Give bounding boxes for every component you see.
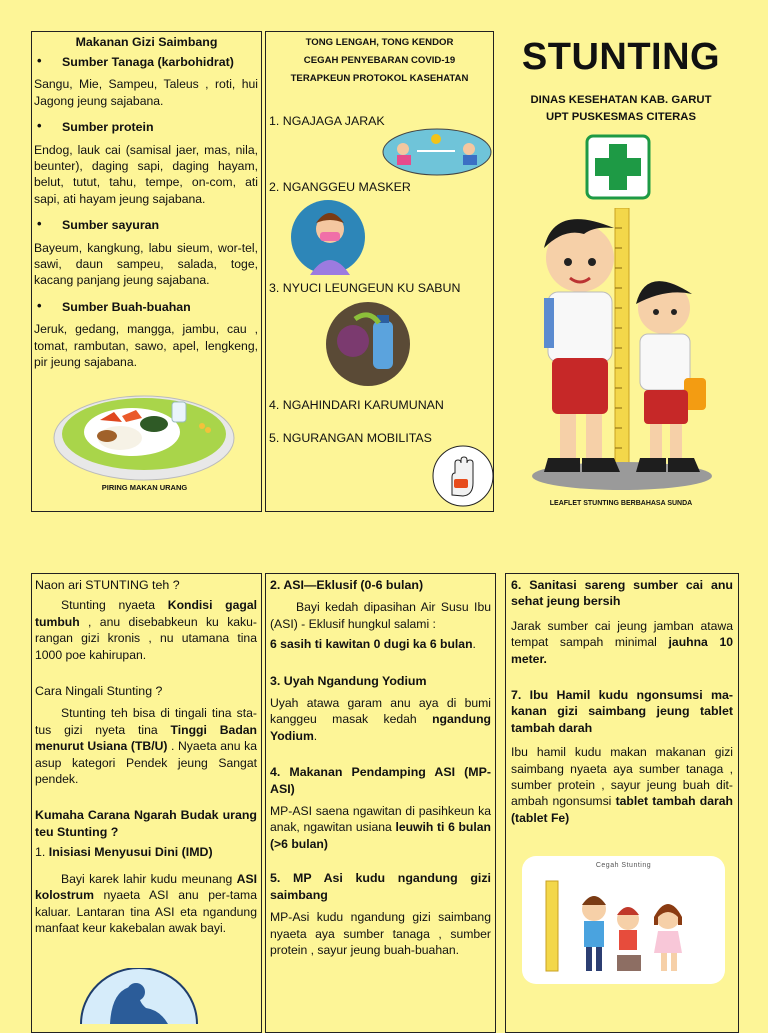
q-cara-ningali: Cara Ningali Stunting ?: [35, 684, 163, 699]
gizi-title: Makanan Gizi Saimbang: [75, 35, 218, 49]
imd-heading: 1. Inisiasi Menyusui Dini (IMD): [35, 845, 213, 860]
plate-illustration: [52, 388, 237, 483]
stunting-definition: Stunting nyaeta Kondisi gagal tumbuh , anu disebabkeun ku kaku-rangan gizi kronis , nu utamana tina 1000 poe kahirupan.: [35, 598, 258, 662]
h-asi-eklusif: 2. ASI—Eklusif (0-6 bulan): [270, 578, 424, 592]
breastfeeding-illustration: [80, 968, 198, 1024]
h-sanitasi: 6. Sanitasi sareng sumber cai anu sehat jeung bersih: [511, 578, 733, 609]
step-5: 5. NGURANGAN MOBILITAS: [269, 431, 432, 445]
q-naon-stunting: Naon ari STUNTING teh ?: [35, 578, 180, 592]
asi-duration: 6 sasih ti kawitan 0 dugi ka 6 bulan.: [270, 637, 476, 652]
gizi-head-3: • Sumber sayuran: [34, 217, 258, 233]
h-mp-gizi: 5. MP Asi kudu ngandung gizi saimbang: [270, 871, 491, 902]
ibu-hamil-paragraph: Ibu hamil kudu makan makanan gizi saimbang nyaeta aya sumber tanaga , sumber protein , sayur jeung buah dit-ambah ngonsumsi tablet tambah darah (tablet Fe): [511, 745, 733, 825]
cegah-stunting-card: [522, 856, 725, 984]
mask-icon: [290, 199, 366, 275]
protokol-title: [265, 36, 494, 85]
h-uyah-yodium: 3. Uyah Ngandung Yodium: [270, 673, 427, 688]
h-mp-asi: 4. Makanan Pendamping ASI (MP-ASI): [270, 765, 491, 796]
cegah-stunting-label: Cegah Stunting: [595, 862, 652, 869]
mp-asi-paragraph: MP-ASI saena ngawitan di pasihkeun ka anak, ngawitan usiana leuwih ti 6 bulan (>6 bulan): [270, 804, 491, 851]
sanitasi-paragraph: Jarak sumber cai jeung jamban atawa tempat sampah minimal jauhna 10 meter.: [511, 618, 734, 666]
cegah-kids-illustration: [522, 869, 725, 977]
asi-info: [270, 577, 491, 958]
gizi-body-3: Bayeum, kangkung, labu sieum, wor-tel, sawi, daun sampeu, salada, toge, kacang panjang jeung sajabana.: [34, 240, 258, 288]
step-3: 3. NYUCI LEUNGEUN KU SABUN: [269, 281, 461, 295]
cover-sub-1: DINAS KESEHATAN KAB. GARUT: [530, 94, 712, 106]
protokol-title-1: TONG LENGAH, TONG KENDOR: [305, 37, 454, 48]
h-ibu-hamil: 7. Ibu Hamil kudu ngonsumsi ma-kanan gizi saimbang jeung tablet tambah darah: [511, 688, 733, 735]
stunting-info: [35, 577, 257, 936]
distance-icon: [381, 127, 493, 177]
asi-paragraph: Bayi kedah dipasihan Air Susu Ibu (ASI) - Eklusif hungkul salami :: [270, 600, 491, 631]
handwash-icon: [325, 301, 411, 387]
q-kumaha-carana: Kumaha Carana Ngarah Budak urang teu Stunting ?: [35, 808, 257, 839]
gizi-head-4: • Sumber Buah-buahan: [34, 299, 258, 315]
gizi-body-2: Endog, lauk cai (samisal jaer, mas, nila, beunter), daging sapi, daging hayam, belut, tutut, tahu, tempe, on-com, ati sapi, ati hayam jeung sajabana.: [34, 142, 258, 206]
yodium-paragraph: Uyah atawa garam anu aya di bumi kanggeu masak kedah ngandung Yodium.: [270, 696, 491, 743]
mp-gizi-paragraph: MP-Asi kudu ngandung gizi saimbang nyaeta aya sumber tanaga , sumber protein , sayur jeung buah-buahan.: [270, 910, 491, 957]
cover-sub-2: UPT PUSKESMAS CITERAS: [545, 111, 696, 123]
stunting-how: Stunting teh bisa di tingali tina sta-tus gizi nyeta tina Tinggi Badan menurut Usiana (TB/U) . Nyaeta anu ka asup kategori Pendek jeung Sangat pendek.: [35, 706, 257, 787]
kids-measuring-illustration: [522, 208, 722, 500]
cover-caption: LEAFLET STUNTING BERBAHASA SUNDA: [549, 500, 693, 507]
gizi-head-1: • Sumber Tanaga (karbohidrat): [34, 54, 258, 70]
cover-subtitle: [498, 92, 744, 126]
step-2: 2. NGANGGEU MASKER: [269, 180, 411, 194]
gizi-list: [34, 54, 258, 371]
step-4: 4. NGAHINDARI KARUMUNAN: [269, 398, 444, 412]
gizi-body-1: Sangu, Mie, Sampeu, Taleus , roti, hui Jagong jeung sajabana.: [34, 77, 258, 108]
stop-hand-icon: [432, 445, 494, 507]
imd-paragraph: Bayi karek lahir kudu meunang ASI kolostrum nyaeta ASI anu per-tama kaluar. Lantaran tina ASI eta ngandung manfaat keur kakebalan awak bayi.: [35, 871, 257, 935]
gizi-body-4: Jeruk, gedang, mangga, jambu, cau , tomat, rambutan, sawo, apel, lengkeng, pir jeung sajabana.: [34, 322, 258, 370]
protokol-title-3: TERAPKEUN PROTOKOL KASEHATAN: [290, 73, 469, 84]
step-1: 1. NGAJAGA JARAK: [269, 114, 385, 128]
sanitasi-info: [511, 577, 733, 826]
protokol-title-2: CEGAH PENYEBARAN COVID-19: [303, 55, 456, 66]
plate-caption: PIRING MAKAN URANG: [101, 483, 188, 492]
health-cross-logo: [585, 134, 651, 200]
gizi-head-2: • Sumber protein: [34, 119, 258, 135]
cover-title: STUNTING: [521, 36, 721, 78]
